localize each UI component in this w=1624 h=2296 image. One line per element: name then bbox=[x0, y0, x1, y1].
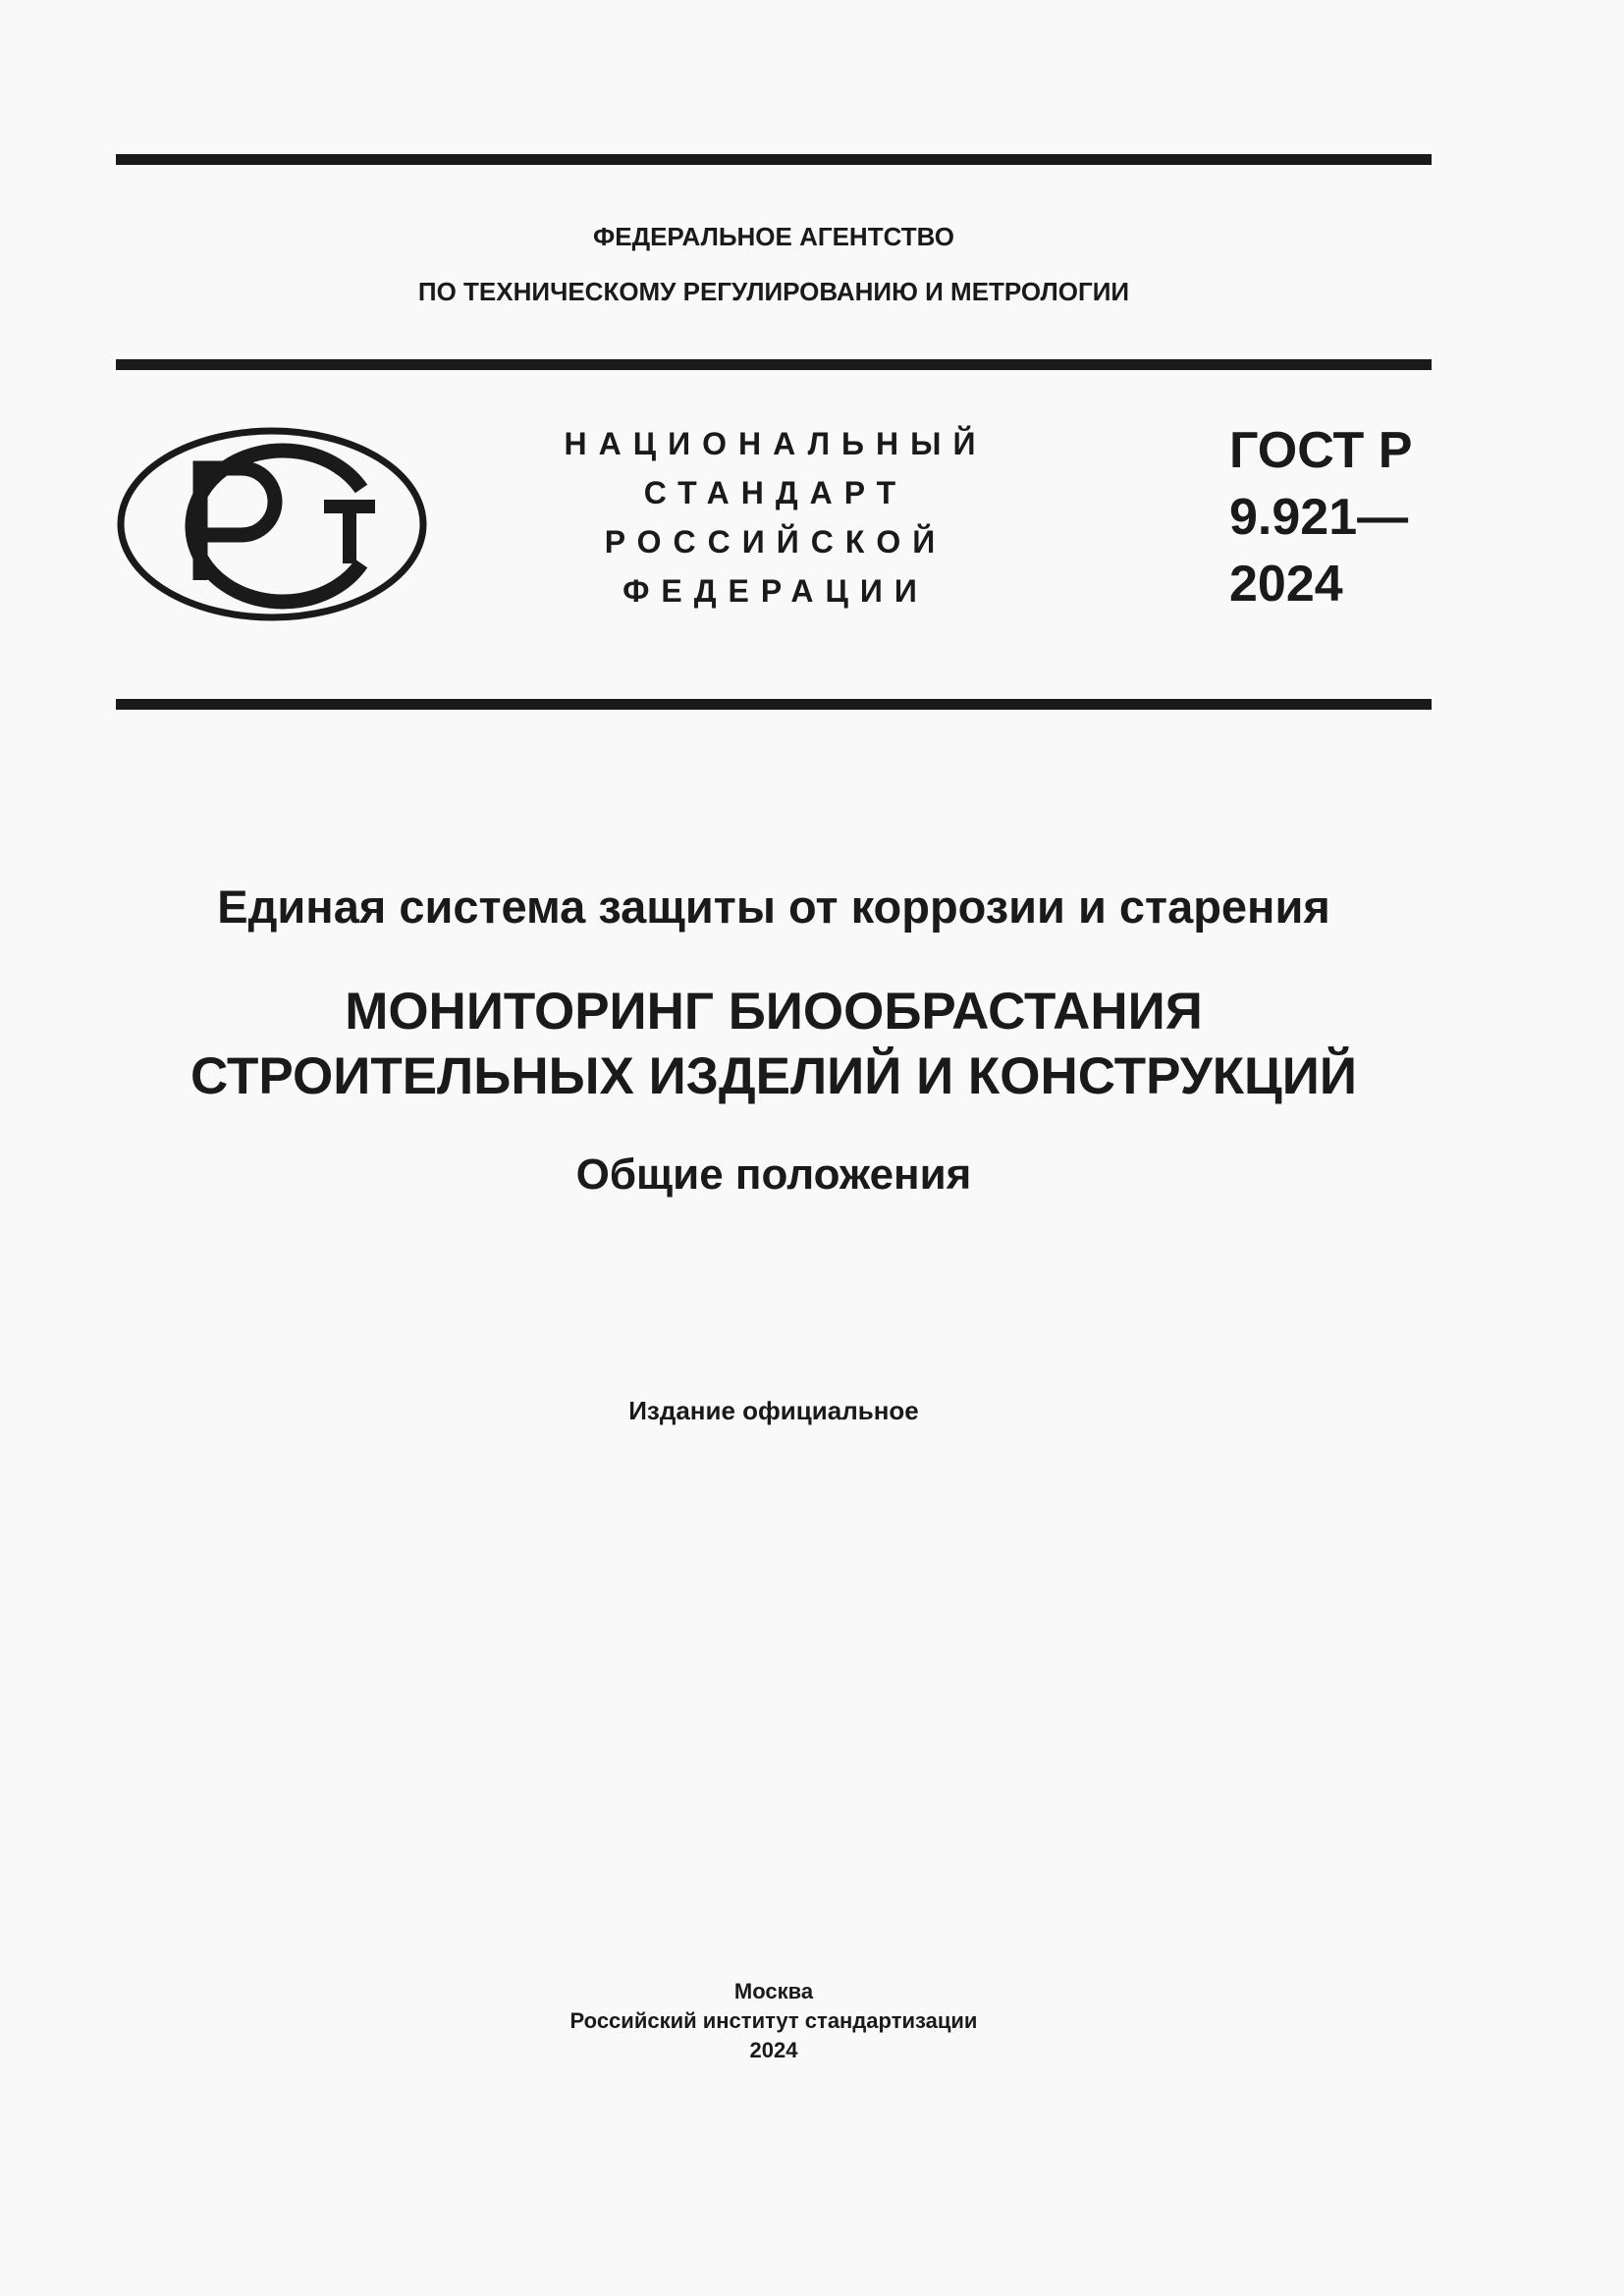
standard-designation-line3: 2024 bbox=[1229, 556, 1343, 613]
series-title: Единая система защиты от коррозии и старения bbox=[217, 881, 1330, 933]
document-subtitle: Общие положения bbox=[575, 1150, 972, 1199]
rst-certification-mark-icon bbox=[116, 426, 428, 622]
national-standard-line4: ФЕДЕРАЦИИ bbox=[623, 573, 929, 609]
standard-designation-line1: ГОСТ Р bbox=[1229, 422, 1413, 479]
edition-note: Издание официальное bbox=[628, 1396, 919, 1425]
header-divider bbox=[116, 359, 1432, 370]
national-standard-line1: НАЦИОНАЛЬНЫЙ bbox=[564, 426, 988, 461]
imprint-city: Москва bbox=[733, 1979, 814, 2003]
document-title-line1: МОНИТОРИНГ БИООБРАСТАНИЯ bbox=[345, 983, 1203, 1041]
imprint-year: 2024 bbox=[749, 2038, 798, 2062]
top-divider bbox=[116, 154, 1432, 165]
agency-name-line2: ПО ТЕХНИЧЕСКОМУ РЕГУЛИРОВАНИЮ И МЕТРОЛОГИИ bbox=[417, 277, 1130, 306]
imprint-publisher: Российский институт стандартизации bbox=[569, 2008, 978, 2033]
national-standard-line2: СТАНДАРТ bbox=[643, 475, 908, 510]
national-standard-line3: РОССИЙСКОЙ bbox=[604, 524, 947, 560]
agency-name-line1: ФЕДЕРАЛЬНОЕ АГЕНТСТВО bbox=[593, 222, 954, 251]
document-title-line2: СТРОИТЕЛЬНЫХ ИЗДЕЛИЙ И КОНСТРУКЦИЙ bbox=[190, 1047, 1357, 1105]
standard-block-divider bbox=[116, 699, 1432, 710]
standard-designation-line2: 9.921— bbox=[1229, 489, 1409, 546]
